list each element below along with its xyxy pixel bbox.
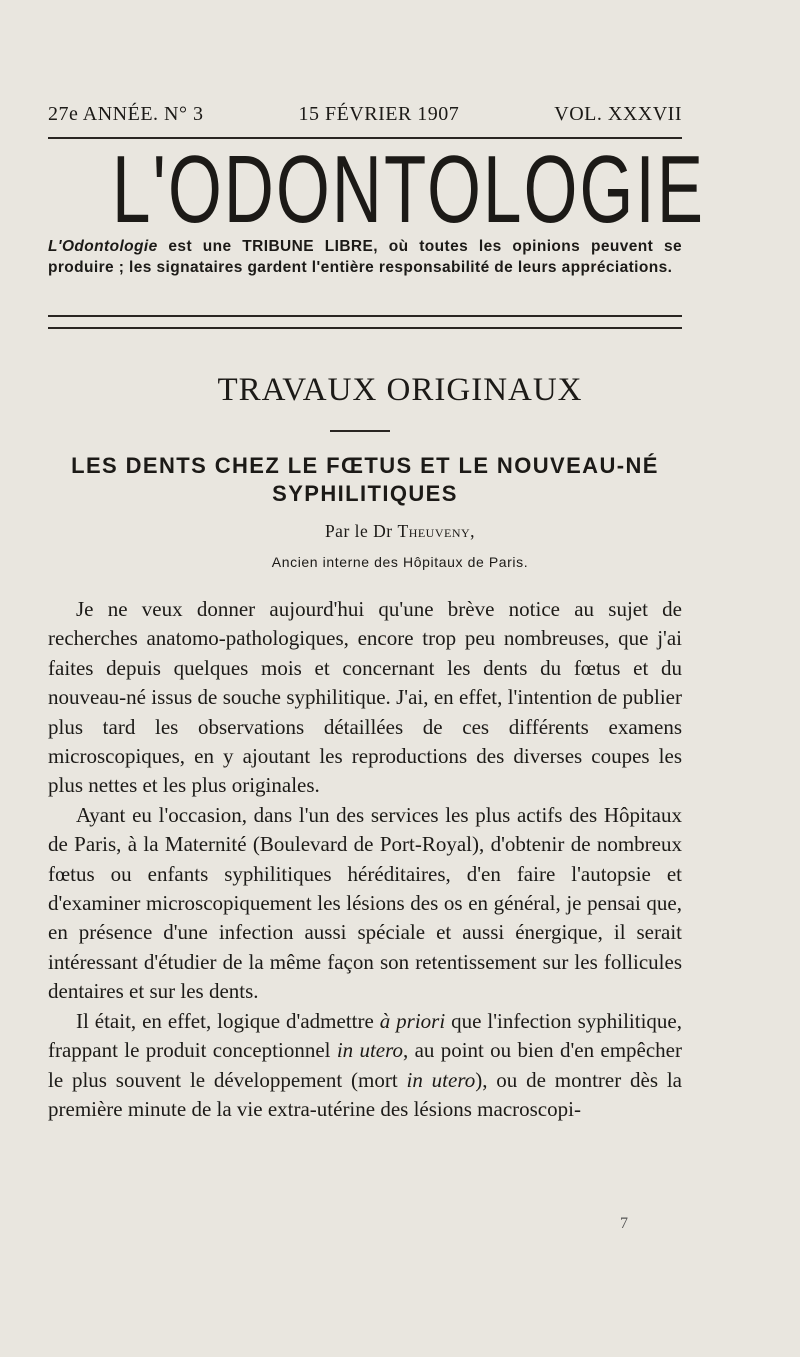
issue-number: 27e ANNÉE. N° 3 — [48, 103, 204, 125]
paragraph-2: Ayant eu l'occasion, dans l'un des services les plus actifs des Hôpitaux de Paris, à la Maternité (Boulevard de Port-Royal), d'obtenir de nombreux fœtus ou enfants syphilitiques héréditaires, d'en faire l'autopsie et d'examiner microscopiquement les lésions des os en général, je pensai que, en présence d'une infection aussi spéciale et aussi énergique, il serait intéressant d'étudier de la même façon son retentissement sur les follicules dentaires et sur les dents. — [48, 802, 682, 1004]
paragraph-3-text-1: Il était, en effet, logique d'admettre — [76, 1008, 374, 1033]
issue-date: 15 FÉVRIER 1907 — [298, 103, 460, 125]
article-title: LES DENTS CHEZ LE FŒTUS ET LE NOUVEAU-NÉ SYPHILITIQUES — [71, 453, 659, 506]
latin-term-in-utero: in utero — [336, 1038, 404, 1063]
paragraph-3 — [48, 1007, 682, 1125]
section-divider — [330, 430, 390, 432]
author-name: Theuveny, — [397, 521, 476, 541]
paragraph-3-text-2: que l'infection syphilitique, frappant le produit conceptionnel — [48, 1008, 682, 1063]
double-divider — [48, 315, 682, 329]
tribune-notice — [48, 236, 682, 278]
article-body — [48, 595, 682, 1124]
paragraph-3-text-3: , au point ou bien d'en empêcher le plus souvent le développement (mort — [48, 1038, 682, 1092]
journal-title: L'ODONTOLOGIE — [112, 136, 706, 243]
volume-number: VOL. XXXVII — [554, 103, 682, 125]
latin-term-a-priori: à priori — [379, 1008, 446, 1033]
page-number: 7 — [620, 1215, 628, 1232]
byline — [0, 521, 800, 542]
tribune-journal-name: L'Odontologie — [48, 238, 158, 255]
byline-prefix: Par le Dr — [324, 521, 393, 541]
running-head — [48, 103, 682, 126]
section-title: TRAVAUX ORIGINAUX — [217, 372, 583, 408]
paragraph-3-text-4: ), ou de montrer dès la première minute de la vie extra-utérine des lésions macroscopi- — [48, 1067, 682, 1121]
latin-term-in-utero-2: in utero — [406, 1067, 476, 1092]
paragraph-1: Je ne veux donner aujourd'hui qu'une brève notice au sujet de recherches anatomo-pathologiques, encore trop peu nombreuses, que j'ai faites depuis quelques mois et concernant les dents du fœtus et du nouveau-né issus de souche syphilitique. J'ai, en effet, l'intention de publier plus tard les observations détaillées de ces différents examens microscopiques, en y ajoutant les reproductions des diverses coupes les plus nettes et les plus originales. — [48, 597, 682, 798]
author-affiliation: Ancien interne des Hôpitaux de Paris. — [271, 554, 529, 570]
tribune-text: est une TRIBUNE LIBRE, où toutes les opinions peuvent se produire ; les signataires gardent l'entière responsabilité de leurs appréciations. — [48, 238, 682, 276]
